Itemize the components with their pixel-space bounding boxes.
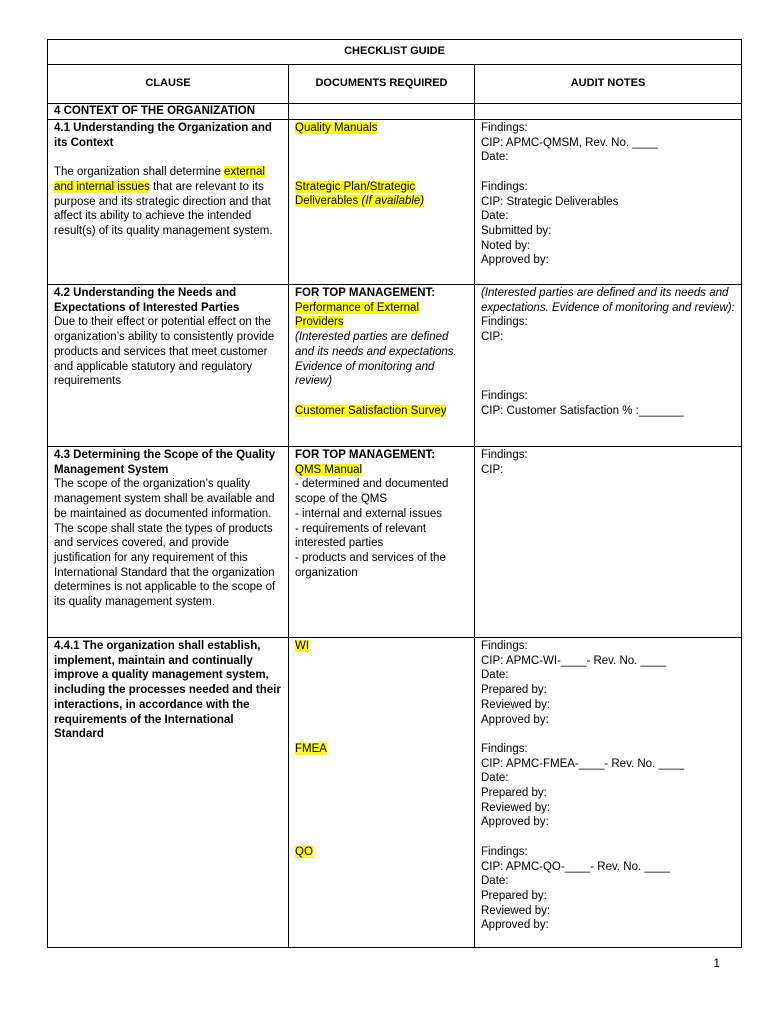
clause-cell — [48, 120, 289, 285]
document-item: QMS Manual — [295, 463, 363, 476]
title-row — [48, 40, 742, 65]
note-line: CIP: Strategic Deliverables — [481, 195, 619, 208]
note-line: Date: — [481, 669, 509, 682]
note-line: Approved by: — [481, 254, 549, 267]
clause-row-4-4-1 — [48, 638, 742, 948]
notes-cell — [475, 447, 742, 638]
note-line: Findings: — [481, 389, 528, 402]
note-line: Date: — [481, 151, 509, 164]
notes-cell — [475, 120, 742, 285]
note-line: CIP: Customer Satisfaction % :_______ — [481, 404, 684, 417]
header-documents: DOCUMENTS REQUIRED — [289, 65, 475, 104]
note-line: CIP: APMC-WI-____- Rev. No. ____ — [481, 654, 667, 667]
note-line: Findings: — [481, 742, 528, 755]
note-line: CIP: — [481, 463, 504, 476]
note-line: Approved by: — [481, 816, 549, 829]
clause-body — [54, 165, 282, 239]
document-item: Customer Satisfaction Survey — [295, 404, 447, 417]
note-line: Findings: — [481, 122, 528, 134]
document-note: (Interested parties are defined and its needs and expectations. Evidence of monitoring and review) — [295, 331, 457, 388]
clause-cell — [48, 447, 289, 638]
note-line: Approved by: — [481, 919, 549, 932]
note-line: Prepared by: — [481, 889, 547, 902]
note-line: Approved by: — [481, 713, 549, 726]
note-line: Reviewed by: — [481, 904, 551, 917]
documents-cell — [289, 120, 475, 285]
section-row — [48, 104, 742, 120]
notes-cell — [475, 638, 742, 948]
document-item: WI — [295, 640, 310, 652]
note-line: Findings: — [481, 180, 528, 193]
management-label: FOR TOP MANAGEMENT: — [295, 449, 436, 461]
note-line: Noted by: — [481, 239, 531, 252]
clause-row-4-2 — [48, 285, 742, 447]
clause-heading: 4.2 Understanding the Needs and Expectations of Interested Parties — [54, 287, 240, 314]
clause-row-4-3 — [48, 447, 742, 638]
header-clause: CLAUSE — [48, 65, 289, 104]
management-label: FOR TOP MANAGEMENT: — [295, 287, 436, 299]
documents-cell — [289, 638, 475, 948]
scope-item: - requirements of relevant interested parties — [295, 522, 427, 550]
clause-body: The scope of the organization’s quality management system shall be available and be maintained as documented information. The scope shall state the types of products and services covered, and provide justification for any requirement of this International Standard that the organization determines is not applicable to the scope of its quality management system. — [54, 478, 276, 609]
note-line: Findings: — [481, 845, 528, 858]
note-line: CIP: APMC-QMSM, Rev. No. ____ — [481, 136, 658, 149]
clause-cell — [48, 638, 289, 948]
note-line: Reviewed by: — [481, 801, 551, 814]
note-line: Prepared by: — [481, 684, 547, 697]
clause-text: The organization shall determine — [54, 166, 225, 179]
note-italic: (Interested parties are defined and its needs and expectations. Evidence of monitoring and review): — [481, 287, 735, 314]
notes-cell — [475, 285, 742, 447]
clause-row-4-1 — [48, 120, 742, 285]
clause-body: Due to their effect or potential effect on the organization’s ability to consistently provide products and services that meet customer and applicable statutory and regulatory requirements — [54, 316, 275, 388]
note-line: Findings: — [481, 449, 528, 461]
document-item: FMEA — [295, 742, 327, 755]
clause-heading: 4.3 Determining the Scope of the Quality Management System — [54, 449, 276, 476]
note-line: Prepared by: — [481, 787, 547, 800]
note-line: Submitted by: — [481, 224, 552, 237]
note-line: CIP: APMC-QO-____- Rev. No. ____ — [481, 860, 670, 873]
note-line: CIP: APMC-FMEA-____- Rev. No. ____ — [481, 757, 685, 770]
header-notes: AUDIT NOTES — [475, 65, 742, 104]
note-line: Date: — [481, 210, 509, 223]
note-line: CIP: — [481, 331, 504, 344]
note-line: Findings: — [481, 316, 528, 329]
section-title: 4 CONTEXT OF THE ORGANIZATION — [48, 104, 289, 120]
note-line: Reviewed by: — [481, 698, 551, 711]
note-line: Date: — [481, 875, 509, 888]
documents-cell — [289, 447, 475, 638]
note-line: Findings: — [481, 640, 528, 652]
document-item: QO — [295, 845, 313, 858]
document-item: Strategic Plan/Strategic Deliverables (If available) — [295, 180, 425, 208]
note-line: Date: — [481, 772, 509, 785]
section-empty-cell — [475, 104, 742, 120]
document-item: Quality Manuals — [295, 122, 378, 134]
table-title: CHECKLIST GUIDE — [48, 40, 742, 65]
page-number: 1 — [713, 956, 720, 970]
scope-item: - internal and external issues — [295, 507, 443, 520]
section-empty-cell — [289, 104, 475, 120]
clause-heading: 4.4.1 The organization shall establish, implement, maintain and continually improve a quality management system, including the processes needed and their interactions, in accordance with the requirements of the International Standard — [54, 640, 281, 741]
documents-cell — [289, 285, 475, 447]
document-item: Performance of External Providers — [295, 301, 420, 329]
header-row — [48, 65, 742, 104]
clause-cell — [48, 285, 289, 447]
highlighted-text: external and internal issues — [54, 166, 265, 193]
scope-item: - products and services of the organization — [295, 551, 446, 579]
checklist-table — [47, 39, 742, 948]
clause-text: that are relevant to its purpose and its strategic direction and that affect its ability to achieve the intended result(s) of its quality management system. — [54, 180, 273, 237]
scope-item: - determined and documented scope of the QMS — [295, 478, 449, 506]
clause-heading: 4.1 Understanding the Organization and its Context — [54, 122, 272, 149]
